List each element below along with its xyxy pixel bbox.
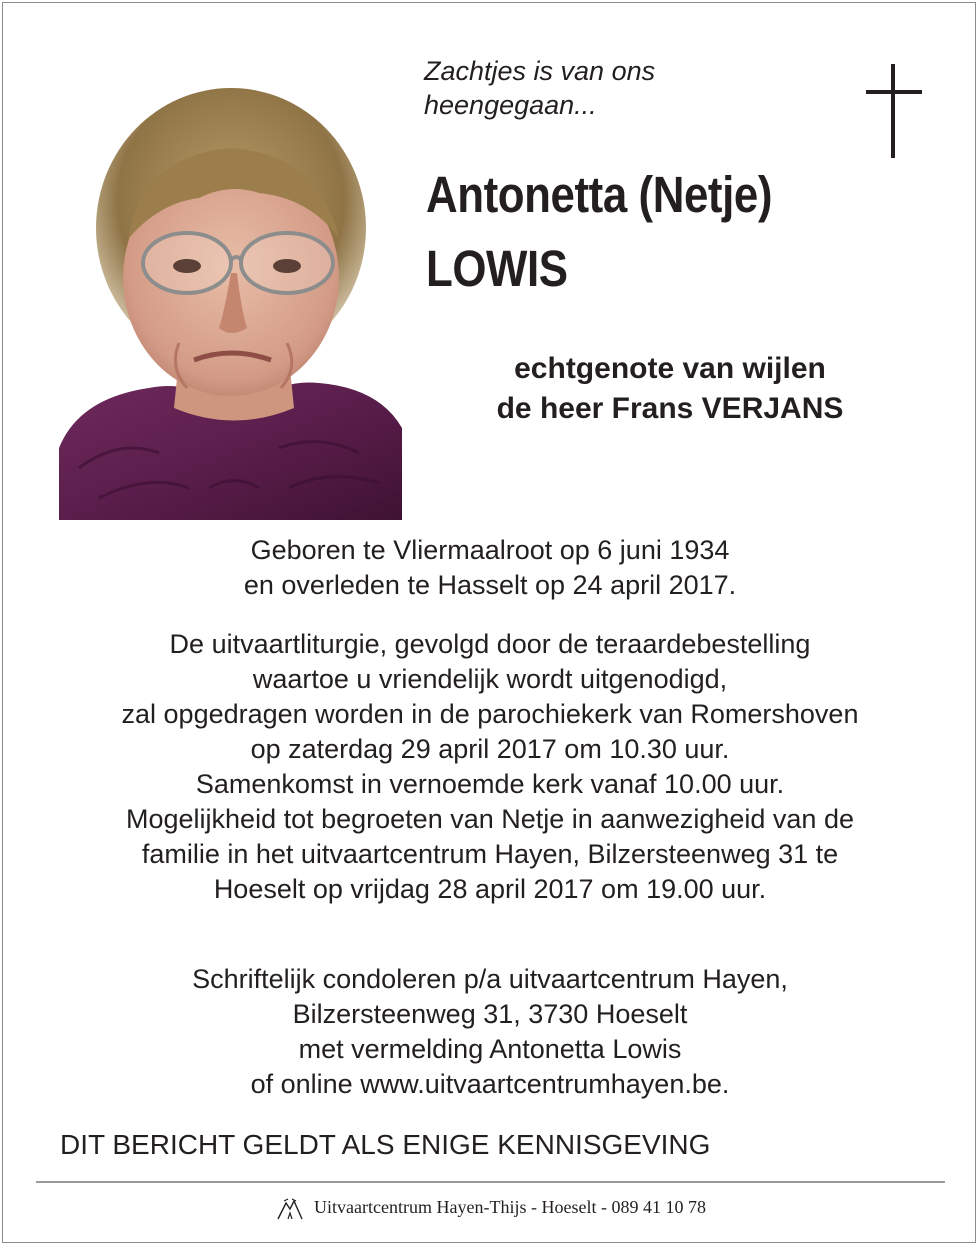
funeral-line: De uitvaartliturgie, gevolgd door de teraardebestelling (169, 629, 811, 659)
condolence-line: of online www.uitvaartcentrumhayen.be. (250, 1069, 730, 1099)
condolence-line: Bilzersteenweg 31, 3730 Hoeselt (292, 999, 688, 1029)
birth-death-info (0, 533, 980, 603)
deceased-surname: LOWIS (426, 240, 568, 297)
funeral-line: Samenkomst in vernoemde kerk vanaf 10.00 uur. (195, 769, 785, 799)
funeral-home-logo-icon (274, 1197, 306, 1221)
footer (0, 1195, 980, 1221)
deceased-name (426, 158, 772, 306)
condolence-info (0, 962, 980, 1102)
funeral-line: Mogelijkheid tot begroeten van Netje in aanwezigheid van de (126, 804, 854, 834)
funeral-details (0, 627, 980, 907)
divider (36, 1181, 945, 1183)
cross-icon (866, 64, 922, 158)
footer-text: Uitvaartcentrum Hayen-Thijs - Hoeselt - 089 41 10 78 (314, 1197, 706, 1217)
intro-line: heengegaan... (424, 90, 597, 120)
funeral-line: familie in het uitvaartcentrum Hayen, Bilzersteenweg 31 te (141, 839, 839, 869)
intro-line: Zachtjes is van ons (424, 56, 656, 86)
condolence-line: Schriftelijk condoleren p/a uitvaartcentrum Hayen, (192, 964, 788, 994)
deceased-first-name: Antonetta (Netje) (426, 166, 773, 223)
birth-line: Geboren te Vliermaalroot op 6 juni 1934 (250, 535, 730, 565)
spouse-line: de heer Frans VERJANS (496, 392, 844, 425)
spouse-info (420, 349, 920, 429)
spouse-line: echtgenote van wijlen (514, 352, 826, 385)
condolence-line: met vermelding Antonetta Lowis (298, 1034, 682, 1064)
funeral-line: Hoeselt op vrijdag 28 april 2017 om 19.00 uur. (213, 874, 767, 904)
intro-text (424, 54, 655, 122)
funeral-line: waartoe u vriendelijk wordt uitgenodigd, (252, 664, 728, 694)
death-line: en overleden te Hasselt op 24 april 2017. (243, 570, 737, 600)
portrait-photo (59, 88, 402, 520)
funeral-line: op zaterdag 29 april 2017 om 10.30 uur. (250, 734, 730, 764)
notice-statement: DIT BERICHT GELDT ALS ENIGE KENNISGEVING (60, 1129, 711, 1160)
funeral-line: zal opgedragen worden in de parochiekerk van Romershoven (121, 699, 859, 729)
